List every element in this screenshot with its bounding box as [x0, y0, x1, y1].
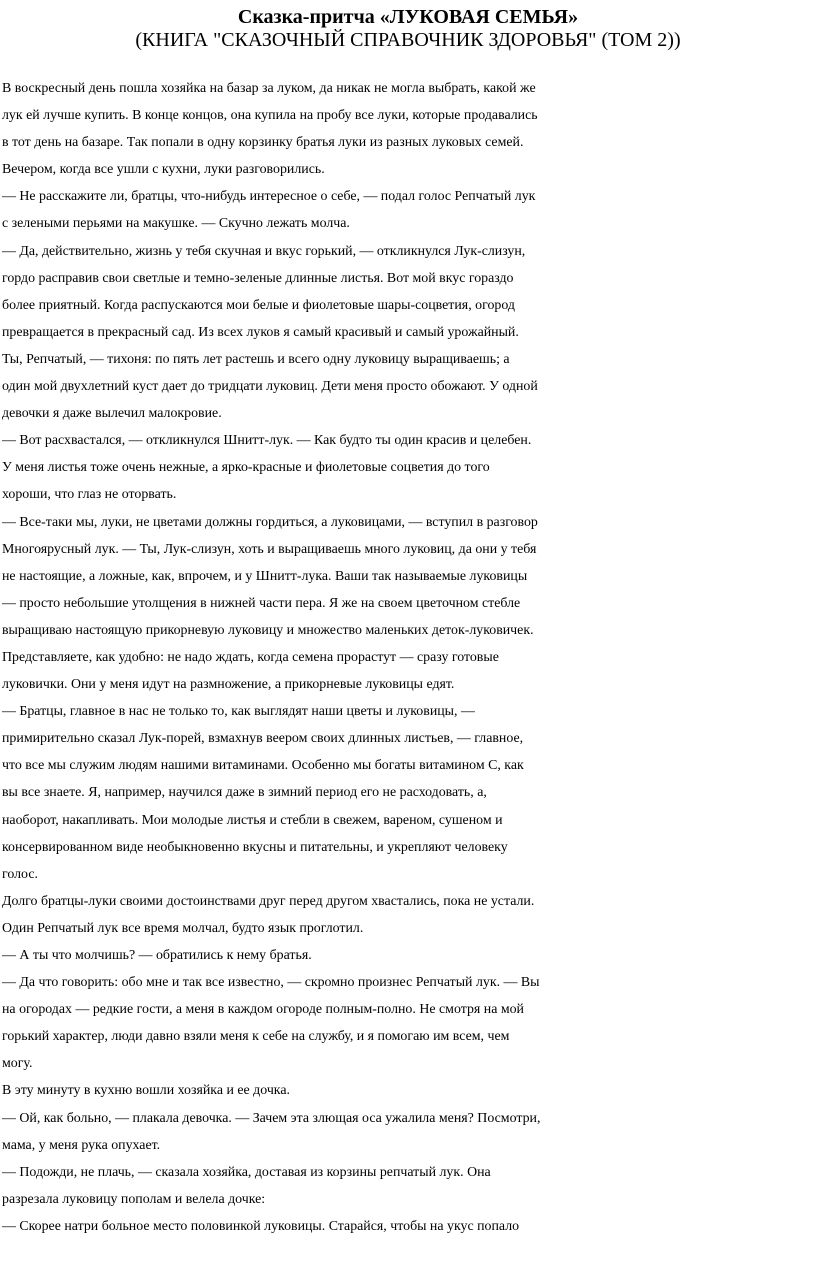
text-line: — А ты что молчишь? — обратились к нему братья.: [2, 948, 312, 963]
text-line: горький характер, люди давно взяли меня к себе на службу, и я помогаю им всем, чем: [2, 1029, 510, 1045]
text-line: разрезала луковицу пополам и велела дочке:: [2, 1191, 266, 1207]
text-line: примирительно сказал Лук-порей, взмахнув веером своих длинных листьев, — главное,: [2, 731, 524, 747]
text-line: на огородах — редкие гости, а меня в каждом огороде полным-полно. Не смотря на мой: [2, 1002, 524, 1018]
document-title: Сказка-притча «ЛУКОВАЯ СЕМЬЯ»: [237, 6, 579, 28]
text-line: — Все-таки мы, луки, не цветами должны гордиться, а луковицами, — вступил в разговор: [2, 514, 538, 530]
text-line: В эту минуту в кухню вошли хозяйка и ее дочка.: [2, 1083, 290, 1099]
text-line: мама, у меня рука опухает.: [2, 1137, 161, 1153]
text-line: гордо расправив свои светлые и темно-зеленые длинные листья. Вот мой вкус гораздо: [2, 270, 514, 286]
text-line: — Да, действительно, жизнь у тебя скучная и вкус горький, — откликнулся Лук-слизун,: [2, 243, 526, 259]
text-line: выращиваю настоящую прикорневую луковицу и множество маленьких деток-луковичек.: [2, 622, 534, 638]
text-line: консервированном виде необыкновенно вкусны и питательны, и укрепляют человеку: [2, 839, 508, 855]
text-line: лук ей лучше купить. В конце концов, она купила на пробу все луки, которые продавались: [2, 108, 538, 124]
text-line: — просто небольшие утолщения в нижней части пера. Я же на своем цветочном стебле: [2, 595, 521, 611]
text-line: — Да что говорить: обо мне и так все известно, — скромно произнес Репчатый лук. — Вы: [2, 975, 540, 991]
text-line: — Не расскажите ли, братцы, что-нибудь интересное о себе, — подал голос Репчатый лук: [2, 189, 536, 205]
text-line: превращается в прекрасный сад. Из всех луков я самый красивый и самый урожайный.: [2, 324, 519, 340]
text-line: — Скорее натри больное место половинкой луковицы. Старайся, чтобы на укус попало: [2, 1218, 520, 1234]
text-line: с зелеными перьями на макушке. — Скучно лежать молча.: [2, 216, 350, 232]
text-line: Представляете, как удобно: не надо ждать, когда семена прорастут — сразу готовые: [2, 649, 499, 665]
text-line: что все мы служим людям нашими витаминами. Особенно мы богаты витамином С, как: [2, 758, 524, 774]
document-subtitle: (КНИГА "СКАЗОЧНЫЙ СПРАВОЧНИК ЗДОРОВЬЯ" (ТОМ 2)): [135, 29, 681, 51]
text-line: луковички. Они у меня идут на размножение, а прикорневые луковицы едят.: [2, 677, 455, 693]
text-line: наоборот, накапливать. Мои молодые листья и стебли в свежем, вареном, сушеном и: [2, 812, 503, 828]
text-line: один мой двухлетний куст дает до тридцати луковиц. Дети меня просто обожают. У одной: [2, 379, 538, 395]
text-line: вы все знаете. Я, например, научился даже в зимний период его не расходовать, а,: [2, 785, 487, 801]
text-line: голос.: [2, 866, 38, 882]
text-line: не настоящие, а ложные, как, впрочем, и у Шнитт-лука. Ваши так называемые луковицы: [2, 568, 528, 584]
text-line: Один Репчатый лук все время молчал, будто язык проглотил.: [2, 920, 364, 936]
text-line: более приятный. Когда распускаются мои белые и фиолетовые шары-соцветия, огород: [2, 297, 515, 313]
text-line: Долго братцы-луки своими достоинствами друг перед другом хвастались, пока не устали.: [2, 893, 535, 909]
story-text: [2, 75, 816, 1240]
text-line: хороши, что глаз не оторвать.: [2, 487, 177, 503]
text-line: Ты, Репчатый, — тихоня: по пять лет растешь и всего одну луковицу выращиваешь; а: [2, 351, 510, 367]
text-line: — Подожди, не плачь, — сказала хозяйка, доставая из корзины репчатый лук. Она: [2, 1164, 491, 1180]
text-line: Вечером, когда все ушли с кухни, луки разговорились.: [2, 162, 325, 178]
text-line: У меня листья тоже очень нежные, а ярко-красные и фиолетовые соцветия до того: [2, 460, 490, 476]
text-line: девочки я даже вылечил малокровие.: [2, 406, 222, 422]
text-line: — Вот расхвастался, — откликнулся Шнитт-лук. — Как будто ты один красив и целебен.: [2, 433, 532, 449]
text-line: — Братцы, главное в нас не только то, как выглядят наши цветы и луковицы, —: [2, 704, 475, 720]
text-line: В воскресный день пошла хозяйка на базар за луком, да никак не могла выбрать, какой же: [2, 81, 536, 96]
text-line: — Ой, как больно, — плакала девочка. — Зачем эта злющая оса ужалила меня? Посмотри,: [2, 1110, 541, 1126]
text-line: Многоярусный лук. — Ты, Лук-слизун, хоть и выращиваешь много луковиц, да они у тебя: [2, 541, 537, 557]
text-line: в тот день на базаре. Так попали в одну корзинку братья луки из разных луковых семей.: [2, 135, 524, 151]
text-line: могу.: [2, 1056, 33, 1072]
